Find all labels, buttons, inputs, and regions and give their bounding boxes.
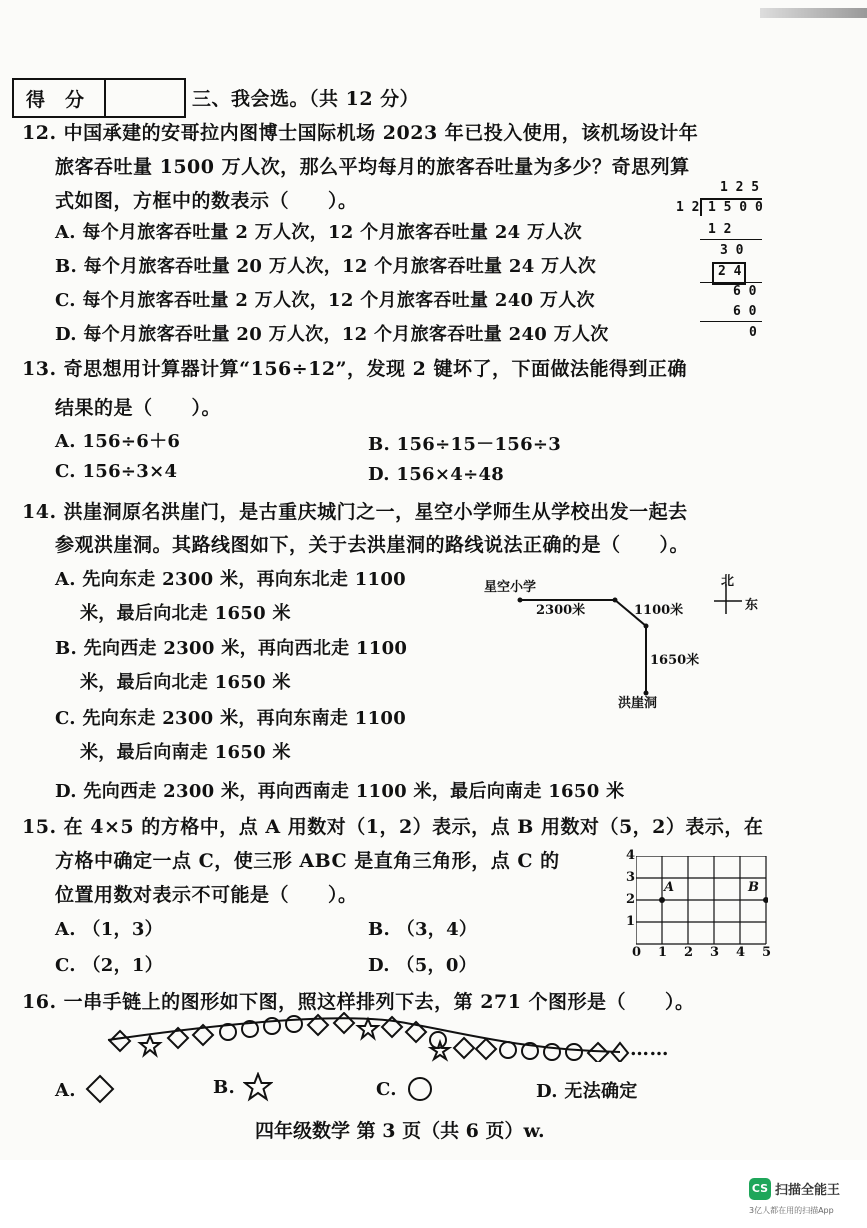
point-a-label: A — [664, 880, 675, 895]
division-remainder: 0 — [749, 325, 757, 340]
point-b-label: B — [748, 880, 759, 895]
q16-option-d[interactable]: D. 无法确定 — [536, 1081, 638, 1102]
score-box — [12, 78, 186, 118]
map-start-label: 星空小学 — [484, 580, 537, 595]
grid-x-3: 3 — [710, 945, 720, 960]
q14-option-a-line1[interactable]: A. 先向东走 2300 米，再向东北走 1100 — [55, 569, 406, 590]
circle-icon — [405, 1074, 435, 1104]
q13-option-c[interactable]: C. 156÷3×4 — [55, 461, 178, 482]
score-label: 得 分 — [26, 89, 85, 111]
q15-line3: 位置用数对表示不可能是（ ）。 — [55, 884, 358, 906]
grid-x-2: 2 — [684, 945, 694, 960]
q14-option-c-line2[interactable]: 米，最后向南走 1650 米 — [80, 742, 291, 763]
q13-option-b[interactable]: B. 156÷15－156÷3 — [368, 434, 562, 455]
division-dividend: 1 5 0 0 — [708, 200, 763, 215]
division-boxed: 2 4 — [718, 264, 742, 279]
division-step3: 6 0 — [733, 284, 757, 299]
q15-option-b[interactable]: B. （3，4） — [368, 919, 478, 940]
camscanner-tagline: 3亿人都在用的扫描App — [749, 1206, 834, 1215]
q16-option-c[interactable]: C. — [376, 1079, 397, 1100]
q14-option-c-line1[interactable]: C. 先向东走 2300 米，再向东南走 1100 — [55, 708, 407, 729]
bracelet-dots: …… — [630, 1038, 669, 1060]
q14-option-b-line1[interactable]: B. 先向西走 2300 米，再向西北走 1100 — [55, 638, 408, 659]
division-step2: 3 0 — [720, 243, 744, 258]
grid-y-4: 4 — [626, 848, 636, 863]
q13-line1: 13. 奇思想用计算器计算“156÷12”，发现 2 键坏了，下面做法能得到正确 — [22, 358, 687, 380]
q15-option-a[interactable]: A. （1，3） — [55, 919, 163, 940]
grid-x-0: 0 — [632, 945, 642, 960]
grid-lines — [636, 856, 768, 946]
diamond-icon — [85, 1074, 115, 1104]
grid-x-1: 1 — [658, 945, 668, 960]
camscanner-name: 扫描全能王 — [775, 1183, 841, 1198]
q14-line2: 参观洪崖洞。其路线图如下，关于去洪崖洞的路线说法正确的是（ ）。 — [55, 534, 690, 556]
q13-line2: 结果的是（ ）。 — [55, 397, 222, 419]
q16-option-a[interactable]: A. — [55, 1080, 76, 1101]
q15-option-d[interactable]: D. （5，0） — [368, 955, 477, 976]
map-end-label: 洪崖洞 — [618, 696, 658, 711]
bracelet-figure — [100, 1012, 630, 1062]
grid-x-5: 5 — [762, 945, 772, 960]
q12-line3: 式如图，方框中的数表示（ ）。 — [55, 190, 358, 212]
q12-option-c[interactable]: C. 每个月旅客吞吐量 2 万人次，12 个月旅客吞吐量 240 万人次 — [55, 290, 595, 311]
division-divisor: 1 2 — [676, 200, 700, 215]
grid-x-4: 4 — [736, 945, 746, 960]
q12-option-a[interactable]: A. 每个月旅客吞吐量 2 万人次，12 个月旅客吞吐量 24 万人次 — [55, 222, 582, 243]
q12-option-d[interactable]: D. 每个月旅客吞吐量 20 万人次，12 个月旅客吞吐量 240 万人次 — [55, 324, 609, 345]
q13-option-d[interactable]: D. 156×4÷48 — [368, 464, 505, 485]
page-footer: 四年级数学 第 3 页（共 6 页）w. — [255, 1120, 545, 1142]
compass-east-label: 东 — [745, 598, 759, 613]
q14-option-a-line2[interactable]: 米，最后向北走 1650 米 — [80, 603, 291, 624]
grid-y-3: 3 — [626, 870, 636, 885]
scan-shadow — [760, 8, 867, 18]
division-quotient: 1 2 5 — [720, 180, 760, 195]
q14-option-d[interactable]: D. 先向西走 2300 米，再向西南走 1100 米，最后向南走 1650 米 — [55, 781, 625, 802]
grid-y-1: 1 — [626, 914, 636, 929]
q12-line2: 旅客吞吐量 1500 万人次，那么平均每月的旅客吞吐量为多少？奇思列算 — [55, 156, 690, 178]
camscanner-logo: CS — [749, 1178, 771, 1200]
q14-line1: 14. 洪崖洞原名洪崖门，是古重庆城门之一，星空小学师生从学校出发一起去 — [22, 501, 688, 523]
q15-line1: 15. 在 4×5 的方格中，点 A 用数对（1，2）表示，点 B 用数对（5，2）表示，在 — [22, 816, 764, 838]
q15-option-c[interactable]: C. （2，1） — [55, 955, 163, 976]
q15-line2: 方格中确定一点 C，使三形 ABC 是直角三角形，点 C 的 — [55, 850, 560, 872]
map-seg3-label: 1650米 — [650, 653, 700, 668]
section-title: 三、我会选。（共 12 分） — [192, 88, 420, 110]
map-seg1-label: 2300米 — [536, 603, 586, 618]
q16-option-b[interactable]: B. — [213, 1077, 236, 1098]
q13-option-a[interactable]: A. 156÷6＋6 — [55, 431, 181, 452]
division-step4: 6 0 — [733, 304, 757, 319]
q16-line1: 16. 一串手链上的图形如下图，照这样排列下去，第 271 个图形是（ ）。 — [22, 991, 695, 1013]
star-icon — [243, 1072, 273, 1102]
map-seg2-label: 1100米 — [634, 603, 684, 618]
q14-option-b-line2[interactable]: 米，最后向北走 1650 米 — [80, 672, 291, 693]
compass-north-label: 北 — [721, 574, 735, 589]
q12-option-b[interactable]: B. 每个月旅客吞吐量 20 万人次，12 个月旅客吞吐量 24 万人次 — [55, 256, 597, 277]
q12-line1: 12. 中国承建的安哥拉内图博士国际机场 2023 年已投入使用，该机场设计年 — [22, 122, 699, 144]
division-step1: 1 2 — [708, 222, 732, 237]
grid-y-2: 2 — [626, 892, 636, 907]
